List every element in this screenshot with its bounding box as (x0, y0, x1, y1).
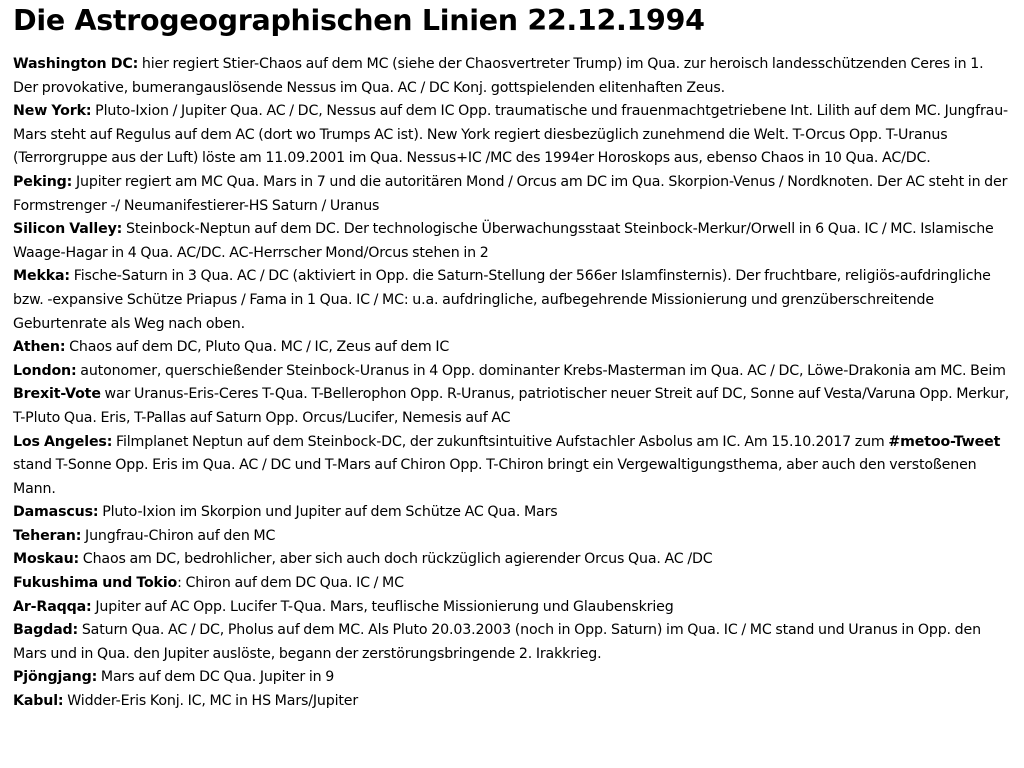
entry-text: Fische-Saturn in 3 Qua. AC / DC (aktiviert in Opp. die Saturn-Stellung der 566er Islamfinsternis). Der fruchtbare, religiös-aufdringliche bzw. -expansive Schütze Priapus / Fama in 1 Qua. IC / MC: u.a. aufdringliche, aufbegehrende Missionierung und grenzüberschreitende Geburtenrate als Weg nach oben. (13, 268, 991, 332)
entry-text: Chaos auf dem DC, Pluto Qua. MC / IC, Zeus auf dem IC (65, 339, 450, 356)
city-label: Athen: (13, 339, 66, 356)
list-item (13, 619, 1012, 666)
city-label: Ar-Raqqa: (13, 598, 92, 615)
city-label: Teheran: (13, 527, 82, 544)
entry-text: Saturn Qua. AC / DC, Pholus auf dem MC. Als Pluto 20.03.2003 (noch in Opp. Saturn) im Qua. IC / MC stand und Uranus in Opp. den Mars und in Qua. den Jupiter auslöste, begann der zerstörungsbringende 2. Irakkrieg. (13, 622, 981, 662)
entry-text: Jungfrau-Chiron auf den MC (81, 527, 276, 544)
page-title: Die Astrogeographischen Linien 22.12.1994 (13, 4, 705, 37)
entry-text-after: war Uranus-Eris-Ceres T-Qua. T-Bellerophon Opp. R-Uranus, patriotischer neuer Streit auf DC, Sonne auf Vesta/Varuna Opp. Merkur, T-Pluto Qua. Eris, T-Pallas auf Saturn Opp. Orcus/Lucifer, Nemesis auf AC (13, 386, 1010, 426)
entry-text: Jupiter regiert am MC Qua. Mars in 7 und die autoritären Mond / Orcus am DC im Qua. Skorpion-Venus / Nordknoten. Der AC steht in der Formstrenger -/ Neumanifestierer-HS Saturn / Uranus (13, 173, 1008, 214)
entry-list (13, 53, 1012, 714)
entry-text: hier regiert Stier-Chaos auf dem MC (siehe der Chaosvertreter Trump) im Qua. zur heroisch landesschützenden Ceres in 1. Der provokative, bumerangauslösende Nessus im Qua. AC / DC Konj. gottspielenden elitenhaften Zeus. (13, 56, 984, 96)
list-item (13, 336, 1012, 360)
city-label: Washington DC: (13, 56, 139, 72)
list-item (13, 501, 1012, 525)
list-item (13, 690, 1012, 714)
list-item (13, 265, 1012, 336)
list-item (13, 218, 1012, 265)
metoo-tweet-highlight: #metoo-Tweet (888, 433, 1001, 450)
city-label: Damascus: (13, 504, 99, 521)
list-item (13, 572, 1012, 596)
entry-text: Jupiter auf AC Opp. Lucifer T-Qua. Mars, teuflische Missionierung und Glaubenskrieg (91, 598, 674, 615)
city-label: Kabul: (13, 693, 64, 710)
entry-text: Filmplanet Neptun auf dem Steinbock-DC, der zukunftsintuitive Aufstachler Asbolus am IC. Am 15.10.2017 zum (112, 433, 889, 450)
city-label: Bagdad: (13, 622, 79, 639)
list-item (13, 431, 1012, 502)
list-item (13, 53, 1012, 100)
city-label: Fukushima und Tokio (13, 575, 178, 592)
list-item (13, 171, 1012, 218)
list-item (13, 525, 1012, 549)
city-label: Mekka: (13, 268, 70, 285)
list-item (13, 100, 1012, 171)
entry-text: Steinbock-Neptun auf dem DC. Der technologische Überwachungsstaat Steinbock-Merkur/Orwell in 6 Qua. IC / MC. Islamische Waage-Hagar in 4 Qua. AC/DC. AC-Herrscher Mond/Orcus stehen in 2 (13, 221, 994, 261)
list-item (13, 666, 1012, 690)
city-label: London: (13, 362, 77, 379)
city-label: Los Angeles: (13, 433, 113, 450)
entry-text: Pluto-Ixion / Jupiter Qua. AC / DC, Nessus auf dem IC Opp. traumatische und frauenmachtgetriebene Int. Lilith auf dem MC. Jungfrau-Mars steht auf Regulus auf dem AC (dort wo Trumps AC ist). New York regiert diesbezüglich zunehmend die Welt. T-Orcus Opp. T-Uranus (Terrorgruppe aus der Luft) löste am 11.09.2001 im Qua. Nessus+IC /MC des 1994er Horoskops aus, ebenso Chaos in 10 Qua. AC/DC. (13, 103, 1009, 167)
list-item (13, 596, 1012, 620)
entry-text: : Chiron auf dem DC Qua. IC / MC (177, 575, 404, 592)
list-item (13, 360, 1012, 431)
list-item (13, 548, 1012, 572)
city-label: Moskau: (13, 551, 80, 568)
city-label: Pjöngjang: (13, 669, 98, 686)
city-label: New York: (13, 103, 92, 120)
city-label: Peking: (13, 173, 73, 190)
entry-text: autonomer, querschießender Steinbock-Uranus in 4 Opp. dominanter Krebs-Masterman im Qua. AC / DC, Löwe-Drakonia am MC. Beim (76, 362, 1006, 379)
brexit-vote-highlight: Brexit-Vote (13, 386, 101, 403)
city-label: Silicon Valley: (13, 221, 123, 238)
entry-text: Mars auf dem DC Qua. Jupiter in 9 (97, 669, 335, 686)
entry-text: Pluto-Ixion im Skorpion und Jupiter auf dem Schütze AC Qua. Mars (98, 504, 558, 521)
entry-text-after: stand T-Sonne Opp. Eris im Qua. AC / DC und T-Mars auf Chiron Opp. T-Chiron bringt ein Vergewaltigungsthema, aber auch den verstoßenen Mann. (13, 457, 977, 497)
entry-text: Chaos am DC, bedrohlicher, aber sich auch doch rückzüglich agierender Orcus Qua. AC /DC (79, 551, 713, 568)
entry-text: Widder-Eris Konj. IC, MC in HS Mars/Jupiter (63, 693, 359, 710)
